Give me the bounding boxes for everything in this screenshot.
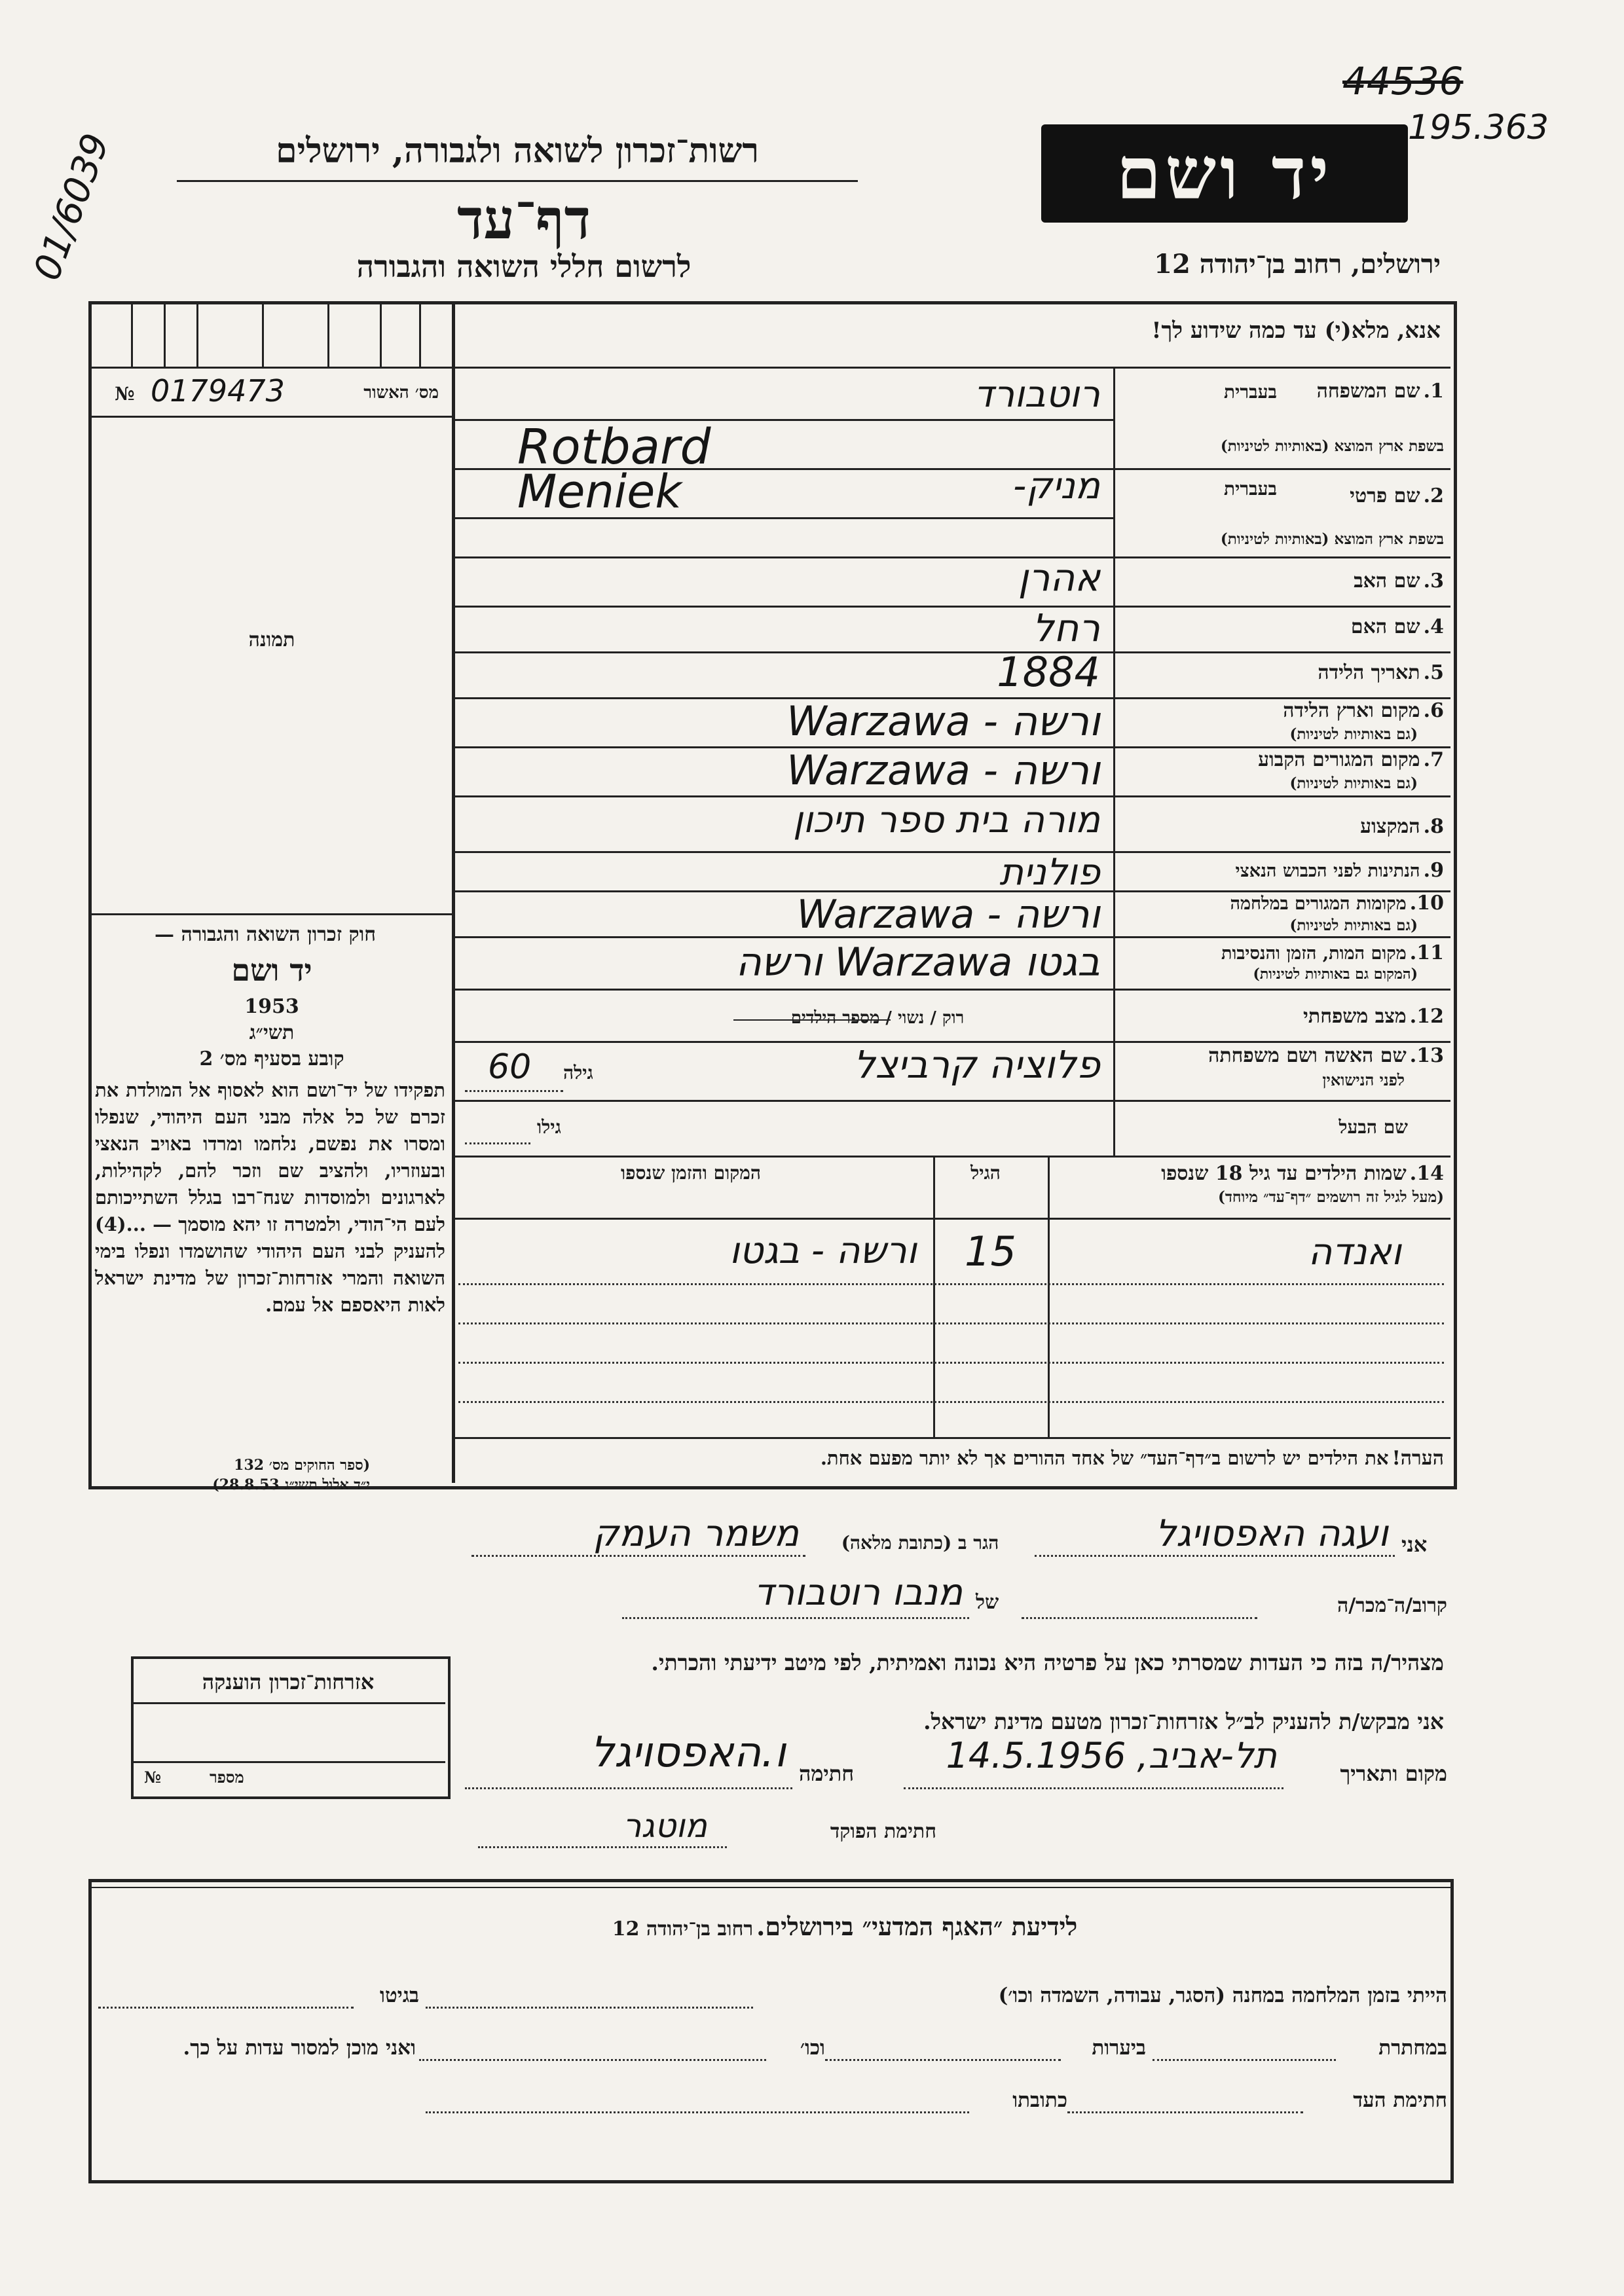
footer-line2-etc: וכו׳	[800, 2036, 825, 2060]
field-7-label: מקום המגורים הקבוע	[1258, 748, 1420, 771]
decl-resides-label: הגר ב (כתובת מלאה)	[841, 1532, 999, 1554]
yad-vashem-logo: יד ושם	[1041, 124, 1408, 223]
footer-line3-witness-sig: חתימת העד	[1353, 2088, 1447, 2112]
field-13-note: לפני הנישואין	[1322, 1070, 1405, 1089]
footer-line1-camp: הייתי בזמן המלחמה במחנה (הסגר, עבודה, השמדה וכו׳)	[998, 1984, 1447, 2007]
stamp-number-label: מספר	[210, 1768, 244, 1787]
remark	[458, 1447, 1444, 1470]
decl-name[interactable]: ועגה האפסויגל	[1155, 1512, 1388, 1555]
field-13-num: 13.	[1409, 1044, 1444, 1067]
field-3-value[interactable]: אהרן	[1018, 555, 1100, 600]
decl-officer-signature[interactable]: מוטגר	[623, 1807, 707, 1845]
photo-label: תמונה	[248, 629, 295, 651]
institution-name: רשות־זכרון לשואה ולגבורה, ירושלים	[276, 131, 759, 171]
field-5	[1120, 661, 1444, 684]
child-1-place[interactable]: ורשה - בגטו	[729, 1230, 917, 1272]
field-6-value[interactable]: Warzawa - ורשה	[786, 697, 1100, 745]
law-clause: קובע בסעיף מס׳ 2	[199, 1048, 344, 1070]
field-7-num: 7.	[1423, 748, 1444, 771]
footer-line2-underground: במחתרת	[1378, 2036, 1447, 2060]
children-col-place: המקום והזמן שנספו	[621, 1162, 761, 1184]
form-subtitle: לרשום חללי השואה והגבורה	[356, 249, 692, 284]
footer-heading: לידיעת ״האגף המדעי״ בירושלים.	[756, 1912, 1078, 1941]
footer-line1-ghetto: בגיטו	[380, 1984, 419, 2007]
law-text: תפקידו של יד־ושם הוא לאסוף אל המולדת את זכרם של כל אלה מבני העם היהודי, שנפלו ומסרו את נפשם, נלחמו ומרדו באויב הנאצי ובעוזריו, ולהציב שם וזכר להם, לקהילות, לארגונים ולמוסדות שנח־רבו בגלל השתייכותם לעם הי־הודי, ולמטרה זו יהא מוסמך — ...(4) להעניק לבני העם היהודי שהושמדו ונפלו בימי השואה והמרי אזרחות־זכרון של מדינת ישראל לאות היאספם אל עמם.	[95, 1079, 445, 1316]
field-11-value[interactable]: ורשה Warzawa בגטו	[735, 939, 1100, 985]
law-reference-2: י״ד אלול תשי״ג 28.8.53)	[212, 1476, 370, 1493]
field-1-note: בשפת ארץ המוצא (באותיות לטיניות)	[1220, 437, 1444, 455]
field-11-label: מקום המות, הזמן והנסיבות	[1221, 943, 1407, 964]
field-9-value[interactable]: פולנית	[999, 851, 1100, 894]
field-2-note: בשפת ארץ המוצא (באותיות לטיניות)	[1220, 530, 1444, 548]
decl-officer-label: חתימת הפוקד	[830, 1820, 936, 1843]
footer-line2-ready: ואני מוכן למסור עדות על כך.	[183, 2036, 416, 2060]
cert-number-prefix: №	[115, 383, 135, 405]
footer-address: רחוב בן־יהודה 12	[612, 1918, 754, 1941]
field-4-label: שם האם	[1350, 615, 1420, 638]
footer-line2-forests: ביערות	[1092, 2036, 1146, 2060]
field-1-value-latin[interactable]: Rotbard	[517, 419, 711, 475]
field-13-age[interactable]: 60	[488, 1048, 532, 1087]
field-10-note: (גם באותיות לטיניות)	[1289, 917, 1418, 934]
child-1-age[interactable]: 15	[965, 1228, 1016, 1275]
field-2-value-hebrew[interactable]: מניק-	[1013, 465, 1100, 507]
cert-number: 0179473	[151, 373, 285, 409]
decl-relative-label: קרוב/ה־מכר/ה	[1337, 1594, 1447, 1617]
field-10-value[interactable]: Warzawa - ורשה	[796, 892, 1100, 938]
children-heading	[1048, 1162, 1444, 1185]
children-label: שמות הילדים עד גיל 18 שנספו	[1161, 1162, 1407, 1185]
field-2-label: שם פרטי	[1350, 484, 1420, 507]
field-8-label: המקצוע	[1360, 815, 1420, 838]
field-12-num: 12.	[1409, 1005, 1444, 1028]
footer-line3-address: כתובתו	[1012, 2088, 1067, 2112]
decl-signature-label: חתימה	[799, 1761, 855, 1786]
field-4-num: 4.	[1423, 615, 1444, 638]
field-10-num: 10.	[1409, 892, 1444, 915]
field-9-num: 9.	[1423, 859, 1444, 882]
field-7	[1120, 748, 1444, 771]
field-8-value[interactable]: מורה בית ספר תיכון	[793, 799, 1100, 841]
field-5-value[interactable]: 1884	[997, 648, 1100, 696]
decl-of-label: של	[976, 1591, 999, 1614]
field-7-note: (גם באותיות לטיניות)	[1289, 774, 1418, 792]
field-11-num: 11.	[1409, 941, 1444, 964]
address-header: ירושלים, רחוב בן־יהודה 12	[1154, 249, 1441, 280]
field-7-value[interactable]: Warzawa - ורשה	[786, 746, 1100, 794]
field-2-num: 2.	[1423, 484, 1444, 507]
field-5-num: 5.	[1423, 661, 1444, 684]
children-num: 14.	[1409, 1162, 1444, 1185]
law-name: יד ושם	[231, 953, 312, 988]
law-hebrew-year: תשי״ג	[249, 1021, 295, 1044]
field-4	[1120, 615, 1444, 638]
field-2-tag: בעברית	[1223, 478, 1277, 500]
field-9	[1120, 859, 1444, 882]
stamp-number-prefix: №	[144, 1768, 162, 1787]
remark-text: את הילדים יש לרשום ב״דף־העד״ של אחד ההורים אך לא יותר מפעם אחת.	[820, 1447, 1389, 1469]
field-5-label: תאריך הלידה	[1318, 661, 1420, 684]
field-10	[1120, 892, 1444, 915]
decl-place-date-label: מקום ותאריך	[1340, 1761, 1447, 1786]
decl-signature[interactable]: ו.האפסויגל	[590, 1728, 786, 1777]
field-13-age-label: גילה	[563, 1062, 593, 1084]
instruction: אנא, מלא(י) עד כמה שידוע לך!	[1151, 318, 1441, 344]
remark-label: הערה!	[1392, 1447, 1444, 1470]
decl-address[interactable]: משמר העמק	[593, 1512, 799, 1555]
side-handwritten-number: 01/6039	[26, 128, 119, 286]
child-1-name[interactable]: ואנדה	[1308, 1231, 1401, 1273]
field-9-label: הנתינות לפני הכבוש הנאצי	[1235, 861, 1420, 881]
field-6	[1120, 699, 1444, 722]
law-title: חוק זכרון השואה והגבורה —	[155, 923, 376, 946]
field-11	[1120, 941, 1444, 964]
husband-label: שם הבעל	[1338, 1116, 1408, 1138]
decl-request: אני מבקש/ת להעניק לב״ל אזרחות־זכרון מטעם מדינת ישראל.	[923, 1709, 1444, 1734]
stamp-title: אזרחות־זכרון הוענקה	[202, 1669, 375, 1694]
cert-number-label: מס׳ האשור	[363, 383, 439, 403]
field-4-value[interactable]: רחל	[1032, 606, 1100, 650]
field-1-num: 1.	[1423, 380, 1444, 403]
field-6-num: 6.	[1423, 699, 1444, 722]
field-3-label: שם האב	[1354, 570, 1420, 592]
field-12-label: מצב משפחתי	[1303, 1005, 1407, 1028]
field-12	[1120, 1005, 1444, 1028]
field-2-value-latin[interactable]: Meniek	[517, 465, 682, 519]
field-11-note: (המקום גם באותיות לטיניות)	[1253, 966, 1418, 983]
field-10-label: מקומות המגורים במלחמה	[1230, 894, 1407, 914]
decl-ani: אני	[1401, 1532, 1428, 1557]
field-12-value[interactable]: רוק / נשוי / מספר הילדים	[790, 1008, 965, 1028]
law-year: 1953	[244, 995, 299, 1018]
field-8	[1120, 815, 1444, 838]
form-title: דף־עד	[456, 187, 591, 251]
field-3-num: 3.	[1423, 570, 1444, 592]
decl-statement: מצהיר/ה בזה כי העדות שמסרתי כאן על פרטיה היא נכונה ואמיתית, לפי מיטב ידיעתי והכרתי.	[651, 1650, 1444, 1675]
husband-age-label: גילו	[537, 1116, 561, 1138]
decl-place-date[interactable]: תל-אביב, 14.5.1956	[946, 1735, 1277, 1776]
archive-number-crossed: 44536	[1342, 59, 1464, 103]
children-note: (מעל לגיל זה רושמים ״דף־עד״ מיוחד)	[1217, 1188, 1444, 1206]
archive-number: 195.363	[1408, 108, 1549, 147]
field-1-label: שם המשפחה	[1316, 380, 1420, 403]
law-reference-1: (ספר החוקים מס׳ 132	[234, 1457, 370, 1474]
footer-heading-row	[458, 1912, 1231, 1942]
children-col-age: הגיל	[970, 1162, 1001, 1184]
field-3	[1120, 570, 1444, 592]
field-13	[1120, 1044, 1444, 1067]
decl-relation-of[interactable]: מנבו רוטבורד	[754, 1571, 963, 1614]
field-8-num: 8.	[1423, 815, 1444, 838]
field-13-value[interactable]: פלוציה קרביצל	[853, 1042, 1100, 1087]
field-1-value-hebrew[interactable]: רוטבורד	[974, 373, 1100, 416]
field-1-tag: בעברית	[1223, 381, 1277, 403]
field-6-note: (גם באותיות לטיניות)	[1289, 725, 1418, 743]
field-6-label: מקום וארץ הלידה	[1283, 699, 1420, 722]
field-13-label: שם האשה ושם משפחתה	[1208, 1044, 1407, 1067]
